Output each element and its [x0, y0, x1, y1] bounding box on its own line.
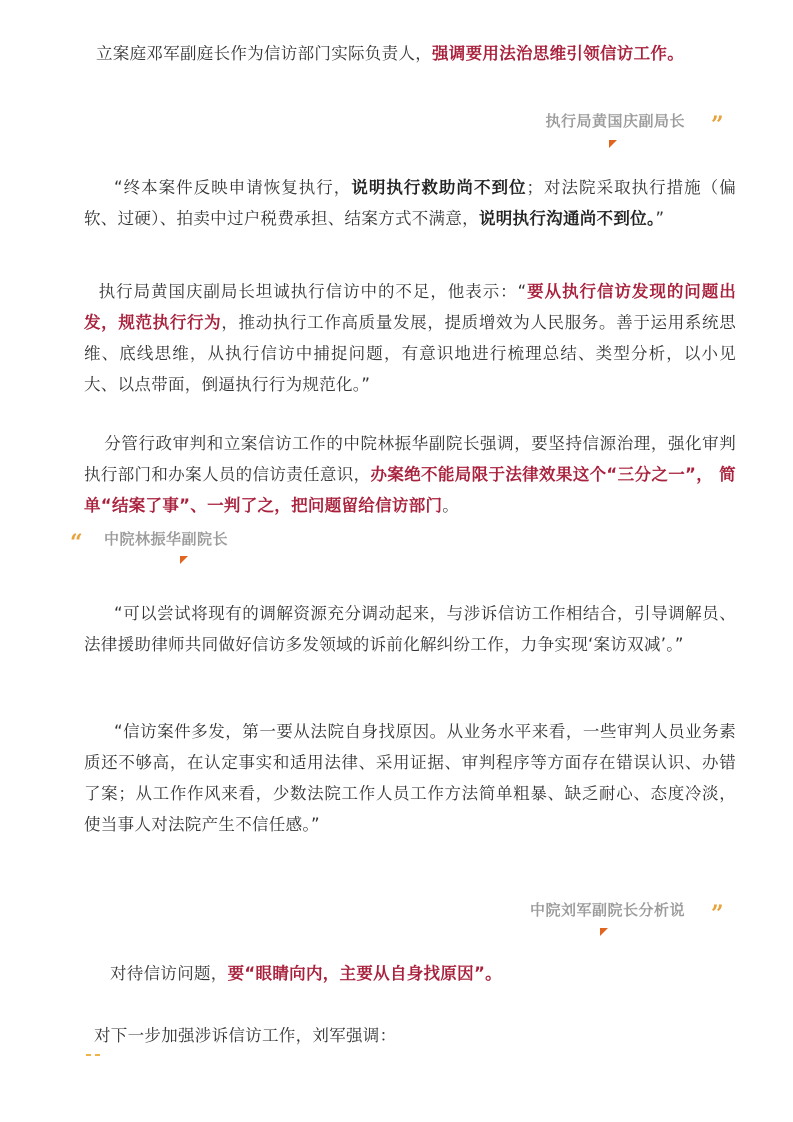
paragraph-6 [84, 716, 736, 840]
paragraph-4 [84, 428, 736, 521]
triangle-pointer-icon [609, 140, 617, 148]
decorative-dash [95, 1054, 100, 1056]
paragraph-3-text-a: 执行局黄国庆副局长坦诚执行信访中的不足，他表示：“ [98, 282, 527, 301]
speaker-label-3: 中院刘军副院长分析说 [529, 901, 685, 919]
paragraph-2-text-a: “终本案件反映申请恢复执行， [114, 178, 352, 197]
close-quote-icon: ” [711, 901, 724, 927]
paragraph-3-highlight: 要从执行信访发现的问题出发，规范执行行为 [84, 282, 736, 332]
paragraph-7-highlight: 要“眼睛向内，主要从自身找原因”。 [227, 964, 502, 983]
paragraph-1-highlight: 强调要用法治思维引领信访工作。 [432, 44, 684, 63]
paragraph-6-text: “信访案件多发，第一要从法院自身找原因。从业务水平来看，一些审判人员业务素质还不够高，在认定事实和适用法律、采用证据、审判程序等方面存在错误认识、办错了案；从工作作风来看，少数法院工作人员工作方法简单粗暴、缺乏耐心、态度冷淡，使当事人对法院产生不信任感。” [84, 722, 736, 834]
paragraph-3 [84, 276, 736, 400]
triangle-pointer-icon [180, 556, 188, 564]
paragraph-3-text-b: ，推动执行工作高质量发展，提质增效为人民服务。善于运用系统思维、底线思维，从执行信访中捕捉问题，有意识地进行梳理总结、类型分析，以小见大、以点带面，倒逼执行行为规范化。” [84, 313, 736, 394]
close-quote-icon: ” [711, 112, 724, 138]
paragraph-2-text-b: ；对法院采取执行措施（偏软、过硬）、拍卖中过户税费承担、结案方式不满意， [84, 178, 737, 228]
decorative-dash [86, 1054, 91, 1056]
paragraph-7 [84, 958, 736, 989]
paragraph-8-text: 对下一步加强涉诉信访工作，刘军强调： [94, 1026, 397, 1045]
paragraph-2-bold-a: 说明执行救助尚不到位 [351, 178, 527, 197]
paragraph-1 [96, 38, 756, 69]
speaker-label-2: 中院林振华副院长 [104, 530, 229, 548]
paragraph-7-text: 对待信访问题， [110, 964, 228, 983]
paragraph-1-text: 立案庭邓军副庭长作为信访部门实际负责人， [96, 44, 432, 63]
paragraph-2-bold-b: 说明执行沟通尚不到位。 [478, 209, 656, 228]
paragraph-4-highlight: 办案绝不能局限于法律效果这个“三分之一”， 简单“结案了事”、一判了之，把问题留给信访部门 [84, 465, 736, 515]
paragraph-2 [84, 172, 736, 234]
paragraph-2-text-c: ” [655, 209, 665, 228]
speaker-label-1: 执行局黄国庆副局长 [545, 112, 685, 130]
paragraph-4-text-b: 。 [442, 496, 460, 515]
open-quote-icon: “ [70, 530, 83, 556]
paragraph-5 [84, 598, 736, 660]
paragraph-8 [84, 1020, 736, 1051]
paragraph-5-text: “可以尝试将现有的调解资源充分调动起来，与涉诉信访工作相结合，引导调解员、法律援助律师共同做好信访多发领域的诉前化解纠纷工作，力争实现‘案访双减’。” [84, 604, 736, 654]
paragraph-4-text-a: 分管行政审判和立案信访工作的中院林振华副院长强调，要坚持信源治理，强化审判执行部门和办案人员的信访责任意识， [84, 434, 736, 484]
triangle-pointer-icon [600, 928, 608, 936]
